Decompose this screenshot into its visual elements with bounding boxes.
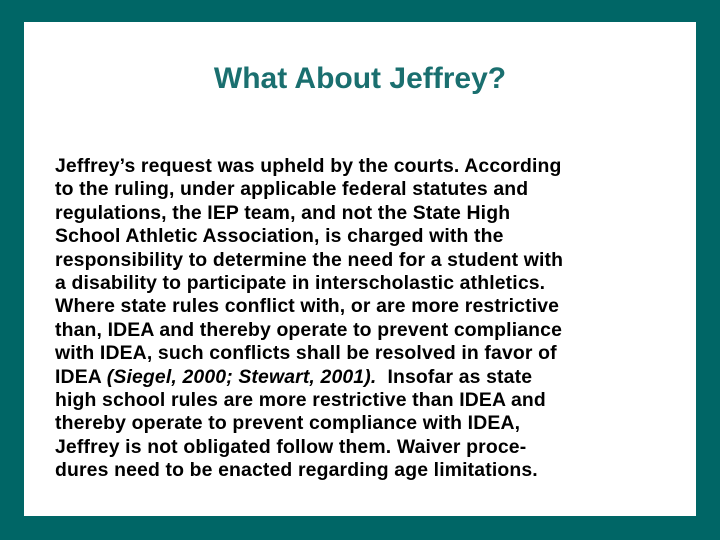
body-line: a disability to participate in interscholastic athletics. bbox=[55, 272, 546, 295]
body-line: high school rules are more restrictive than IDEA and bbox=[55, 389, 546, 412]
body-line-citation bbox=[55, 366, 695, 389]
slide-title: What About Jeffrey? bbox=[213, 62, 507, 95]
slide-panel bbox=[24, 22, 696, 516]
body-line: with IDEA, such conflicts shall be resolved in favor of bbox=[55, 342, 557, 365]
citation-suffix: Insofar as state bbox=[376, 365, 533, 388]
body-line: Jeffrey is not obligated follow them. Waiver proce- bbox=[55, 435, 527, 458]
body-line: to the ruling, under applicable federal statutes and bbox=[55, 178, 529, 201]
body-line: regulations, the IEP team, and not the State High bbox=[55, 201, 511, 224]
citation-reference: (Siegel, 2000; Stewart, 2001). bbox=[106, 365, 377, 388]
body-line: Where state rules conflict with, or are more restrictive bbox=[55, 295, 560, 318]
body-line: responsibility to determine the need for a student with bbox=[55, 248, 564, 271]
body-line: Jeffrey’s request was upheld by the courts. According bbox=[55, 155, 562, 177]
body-line: School Athletic Association, is charged with the bbox=[55, 225, 504, 248]
citation-prefix: IDEA bbox=[55, 365, 107, 388]
body-line: thereby operate to prevent compliance with IDEA, bbox=[55, 412, 521, 435]
body-line: than, IDEA and thereby operate to prevent compliance bbox=[55, 318, 563, 341]
slide-body-text bbox=[55, 155, 695, 483]
body-line: dures need to be enacted regarding age limitations. bbox=[55, 459, 538, 482]
